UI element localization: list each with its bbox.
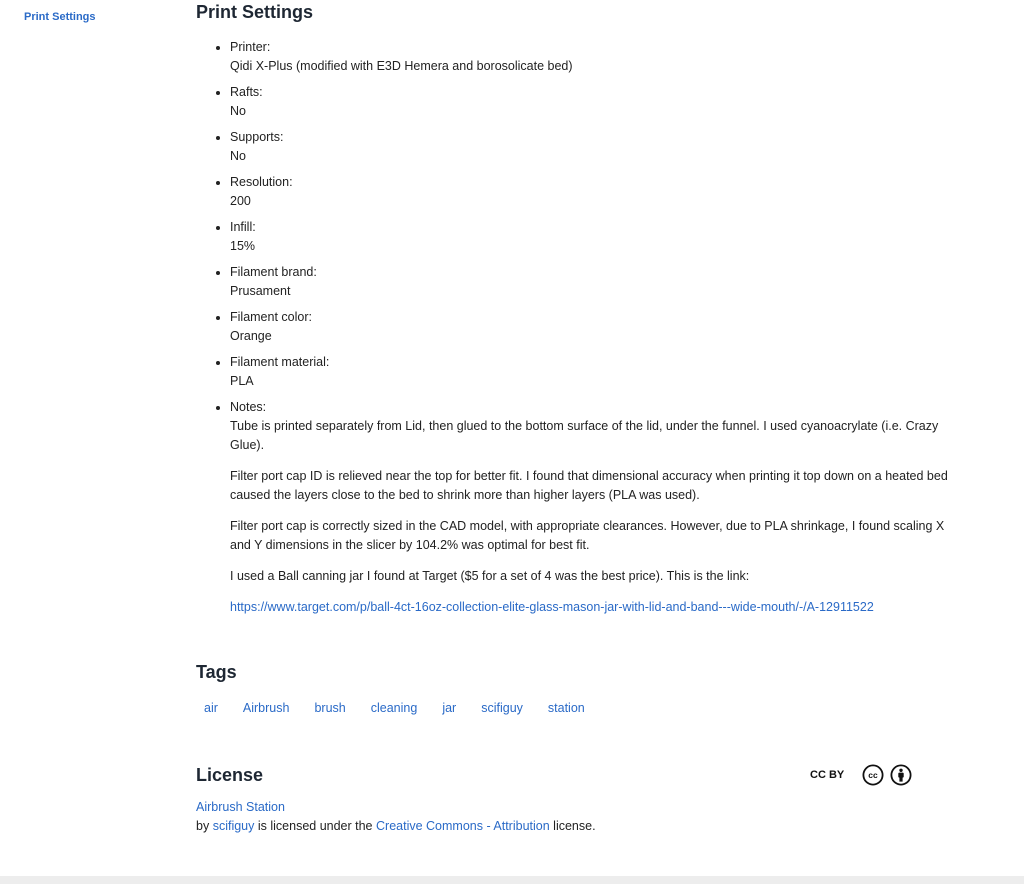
tag-brush[interactable]: brush: [314, 701, 346, 715]
print-settings-list: [196, 38, 950, 629]
setting-item-notes: [230, 398, 950, 617]
license-work-title-link[interactable]: Airbrush Station: [196, 800, 285, 814]
license-attribution-line: [196, 817, 596, 836]
setting-value: Prusament: [230, 284, 291, 298]
print-settings-title: Print Settings: [196, 2, 314, 22]
setting-item-printer: [230, 38, 950, 76]
setting-label: • Filament brand:: [230, 265, 317, 279]
setting-label: • Infill:: [230, 220, 256, 234]
tag-cleaning[interactable]: cleaning: [370, 701, 418, 715]
target-product-link[interactable]: https://www.target.com/p/ball-4ct-16oz-collection-elite-glass-mason-jar-with-lid-and-band---wide-mouth/-/A-12911522: [230, 600, 874, 614]
setting-value: Orange: [230, 329, 272, 343]
setting-item-resolution: [230, 173, 950, 211]
setting-value: No: [230, 149, 246, 163]
license-suffix-text: license.: [553, 819, 596, 833]
setting-value: PLA: [230, 374, 254, 388]
svg-text:cc: cc: [868, 770, 878, 781]
setting-item-filament-brand: [230, 263, 950, 301]
cc-badge-text: CC BY: [810, 769, 845, 781]
setting-item-infill: [230, 218, 950, 256]
license-by-text: by: [196, 819, 210, 833]
setting-item-rafts: [230, 83, 950, 121]
setting-value: 15%: [230, 239, 256, 253]
tag-scifiguy[interactable]: scifiguy: [481, 701, 523, 715]
setting-label: • Filament color:: [230, 310, 312, 324]
license-name-link[interactable]: Creative Commons - Attribution: [376, 819, 550, 833]
setting-label: • Resolution:: [230, 175, 293, 189]
tag-jar[interactable]: jar: [442, 701, 457, 715]
license-licensed-text: is licensed under the: [257, 819, 373, 833]
setting-item-filament-material: [230, 353, 950, 391]
notes-paragraph: Filter port cap is correctly sized in the CAD model, with appropriate clearances. However, due to PLA shrinkage, I found scaling X and Y dimensions in the slicer by 104.2% was optimal for best fit.: [230, 519, 945, 552]
notes-paragraph: I used a Ball canning jar I found at Target ($5 for a set of 4 was the best price). This is the link:: [230, 569, 750, 583]
tag-airbrush[interactable]: Airbrush: [242, 701, 290, 715]
setting-label: • Printer:: [230, 40, 271, 54]
cc-icon: [862, 764, 884, 786]
footer-bar: [0, 876, 1024, 884]
tags-list: [196, 700, 602, 717]
setting-label: • Notes:: [230, 400, 267, 414]
notes-paragraph: Tube is printed separately from Lid, then glued to the bottom surface of the lid, under the funnel. I used cyanoacrylate (i.e. Crazy Glue).: [230, 419, 939, 452]
sidebar-link-print-settings[interactable]: Print Settings: [24, 11, 96, 23]
setting-value: No: [230, 104, 246, 118]
license-author-link[interactable]: scifiguy: [212, 819, 255, 833]
setting-label: • Supports:: [230, 130, 284, 144]
attribution-person-icon: [890, 764, 912, 786]
setting-value: 200: [230, 194, 251, 208]
tag-air[interactable]: air: [204, 701, 218, 715]
notes-paragraph: Filter port cap ID is relieved near the top for better fit. I found that dimensional accuracy when printing it top down on a heated bed caused the layers close to the bed to shrink more than higher layers (PLA was used).: [230, 469, 948, 502]
tag-station[interactable]: station: [547, 701, 585, 715]
cc-license-badge[interactable]: [810, 764, 918, 786]
setting-label: • Rafts:: [230, 85, 263, 99]
license-title: License: [196, 765, 264, 785]
setting-value: Qidi X-Plus (modified with E3D Hemera and borosolicate bed): [230, 59, 573, 73]
tags-title: Tags: [196, 662, 237, 682]
notes-link-paragraph: [230, 598, 950, 617]
setting-label: • Filament material:: [230, 355, 330, 369]
setting-item-supports: [230, 128, 950, 166]
setting-item-filament-color: [230, 308, 950, 346]
